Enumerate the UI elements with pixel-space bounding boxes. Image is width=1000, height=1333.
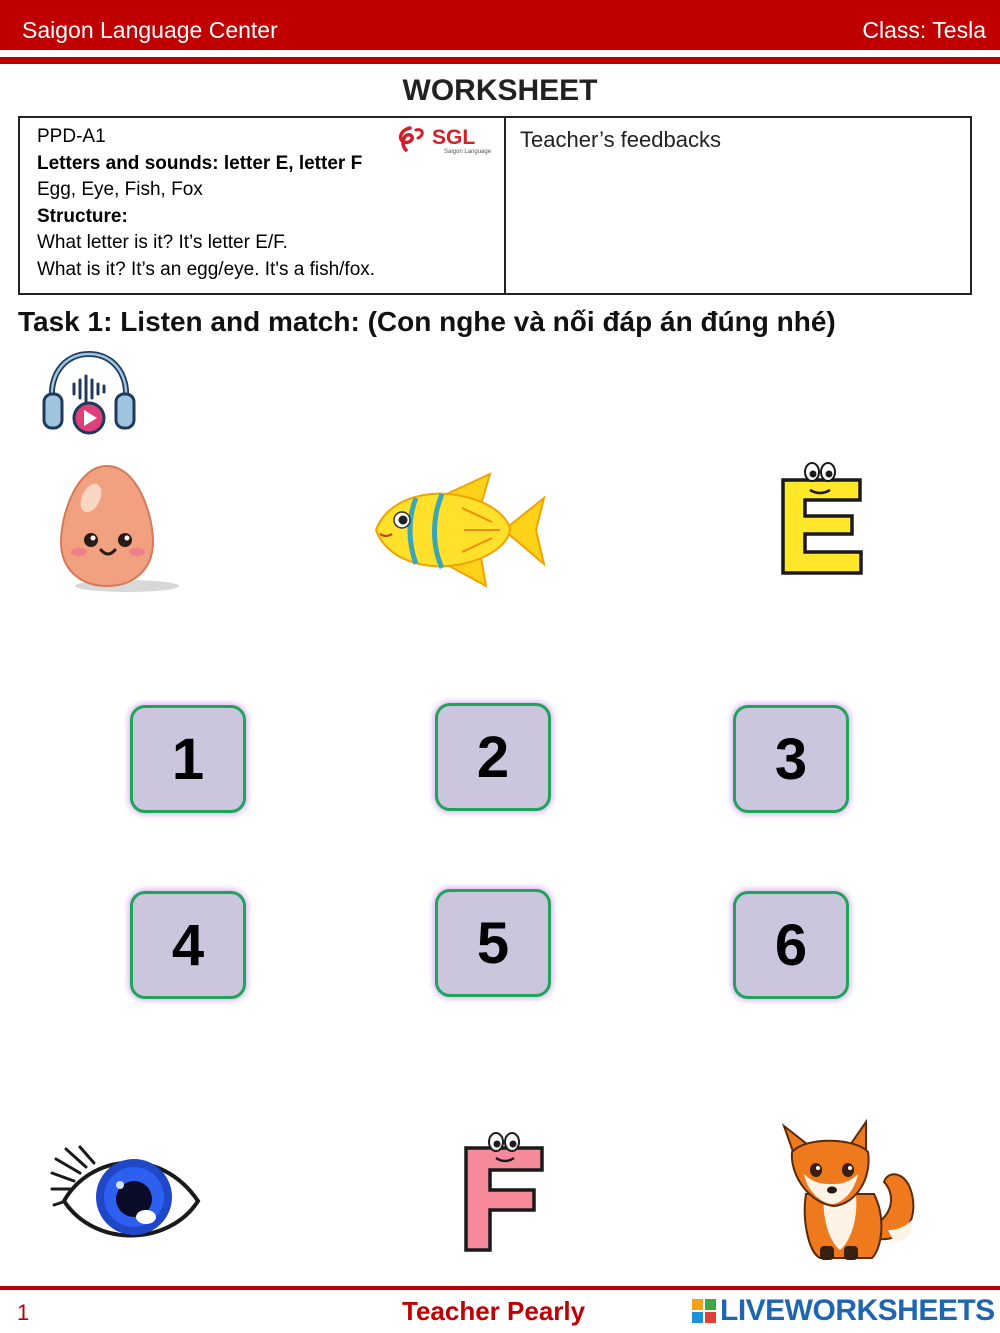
structure-line-2: What is it? It’s an egg/eye. It's a fish/fox. xyxy=(37,258,376,280)
answer-box-6[interactable]: 6 xyxy=(733,891,849,999)
liveworksheets-logo[interactable] xyxy=(692,1296,995,1326)
structure-line-1: What letter is it? It’s letter E/F. xyxy=(37,232,288,253)
answer-box-3[interactable]: 3 xyxy=(733,705,849,813)
logo-text: SGL xyxy=(432,126,476,149)
feedback-area[interactable] xyxy=(508,118,970,293)
answer-box-2[interactable]: 2 xyxy=(435,703,551,811)
header-bar xyxy=(0,0,1000,50)
class-label: Class: Tesla xyxy=(862,17,986,43)
lesson-code: PPD-A1 xyxy=(37,126,106,147)
feedback-label: Teacher’s feedbacks xyxy=(520,127,721,152)
center-name: Saigon Language Center xyxy=(22,17,278,43)
letter-e-picture xyxy=(774,460,870,580)
fish-picture xyxy=(372,468,548,590)
liveworksheets-icon xyxy=(692,1299,716,1323)
task1-title: Task 1: Listen and match: (Con nghe và nối đáp án đúng nhé) xyxy=(18,306,836,337)
headphones-audio-icon[interactable] xyxy=(40,348,138,438)
header-divider xyxy=(0,57,1000,64)
structure-label: Structure: xyxy=(37,205,128,227)
eye-picture xyxy=(50,1145,204,1251)
footer-divider xyxy=(0,1286,1000,1290)
page-title: WORKSHEET xyxy=(402,74,598,107)
lesson-vocab: Egg, Eye, Fish, Fox xyxy=(37,179,203,200)
egg-picture xyxy=(55,462,185,594)
logo-subtext: Saigon Language xyxy=(444,149,492,155)
letter-f-picture xyxy=(458,1130,550,1256)
lesson-topic: Letters and sounds: letter E, letter F xyxy=(37,152,363,174)
fox-picture xyxy=(776,1118,922,1264)
answer-box-5[interactable]: 5 xyxy=(435,889,551,997)
page-number: 1 xyxy=(17,1300,30,1325)
letter-f-text: F xyxy=(498,1230,499,1231)
info-box xyxy=(18,116,972,295)
teacher-name: Teacher Pearly xyxy=(402,1296,586,1326)
sgl-logo xyxy=(396,122,498,156)
answer-box-1[interactable]: 1 xyxy=(130,705,246,813)
answer-box-4[interactable]: 4 xyxy=(130,891,246,999)
lesson-info xyxy=(20,118,506,293)
liveworksheets-text: LIVEWORKSHEETS xyxy=(720,1294,995,1327)
